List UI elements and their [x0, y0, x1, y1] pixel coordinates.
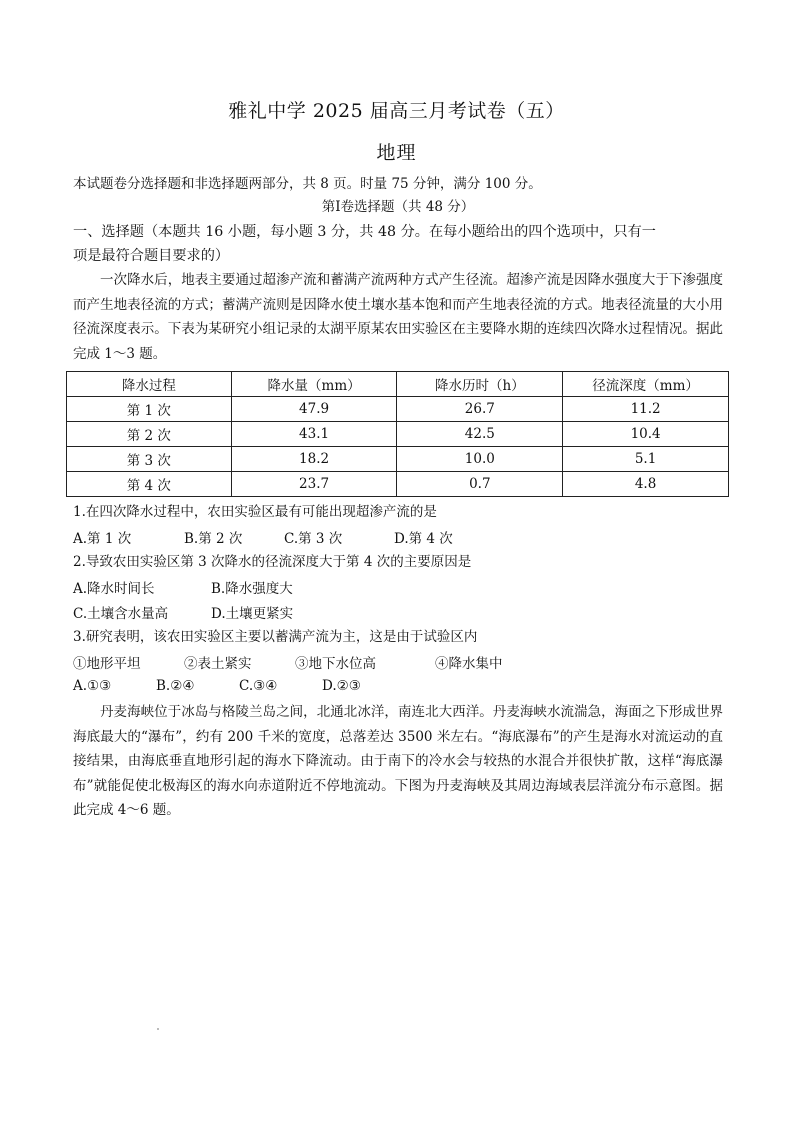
statement-2: ②表土紧实 — [184, 656, 252, 672]
option-a[interactable]: A.降水时间长 — [73, 581, 155, 597]
option-b[interactable]: B.第 2 次 — [184, 531, 243, 547]
passage-runoff: 一次降水后，地表主要通过超渗产流和蓄满产流两种方式产生径流。超渗产流是因降水强度大于下渗强度而产生地表径流的方式；蓄满产流则是因降水使土壤水基本饱和而产生地表径流的方式。地表径流量的大小用径流深度表示。下表为某研究小组记录的太湖平原某农田实验区在主要降水期的连续四次降水过程情况。据此完成 1～3 题。 — [73, 272, 723, 362]
table-cell: 5.1 — [563, 447, 729, 472]
scan-speck — [157, 1028, 159, 1030]
table-row — [67, 472, 729, 497]
section-title: 第Ⅰ卷选择题（共 48 分） — [321, 199, 475, 215]
option-c[interactable]: C.第 3 次 — [284, 531, 343, 547]
table-cell: 42.5 — [397, 422, 563, 447]
table-cell: 10.4 — [563, 422, 729, 447]
part1-heading-line2: 项是最符合题目要求的） — [73, 248, 230, 264]
table-cell: 43.1 — [231, 422, 397, 447]
exam-intro: 本试题卷分选择题和非选择题两部分，共 8 页。时量 75 分钟，满分 100 分。 — [73, 176, 542, 192]
table-row — [67, 447, 729, 472]
question-3-stem: 3.研究表明，该农田实验区主要以蓄满产流为主，这是由于试验区内 — [73, 629, 478, 645]
table-header-cell: 降水量（mm） — [231, 372, 397, 397]
option-d[interactable]: D.第 4 次 — [394, 531, 453, 547]
table-header-cell: 降水过程 — [67, 372, 232, 397]
exam-subject: 地理 — [376, 142, 417, 164]
option-d[interactable]: D.土壤更紧实 — [211, 606, 294, 622]
exam-title: 雅礼中学 2025 届高三月考试卷（五） — [228, 100, 565, 122]
table-cell: 4.8 — [563, 472, 729, 497]
option-c[interactable]: C.土壤含水量高 — [73, 606, 169, 622]
table-cell: 11.2 — [563, 397, 729, 422]
statement-3: ③地下水位高 — [295, 656, 376, 672]
part1-heading-line1: 一、选择题（本题共 16 小题，每小题 3 分，共 48 分。在每小题给出的四个选项中，只有一 — [73, 224, 656, 240]
question-1-stem: 1.在四次降水过程中，农田实验区最有可能出现超渗产流的是 — [73, 504, 437, 520]
table-cell: 18.2 — [231, 447, 397, 472]
table-header-cell: 径流深度（mm） — [563, 372, 729, 397]
passage-denmark-strait: 丹麦海峡位于冰岛与格陵兰岛之间，北通北冰洋，南连北大西洋。丹麦海峡水流湍急，海面之下形成世界海底最大的“瀑布”，约有 200 千米的宽度，总落差达 3500 米左右。“海底瀑布”的产生是海水对流运动的直接结果，由海底垂直地形引起的海水下降流动。由于南下的冷水会与较热的水混合并很快扩散，这样“海底瀑布”就能促使北极海区的海水向赤道附近不停地流动。下图为丹麦海峡及其周边海域表层洋流分布示意图。据此完成 4～6 题。 — [73, 704, 723, 818]
option-a[interactable]: A.①③ — [73, 678, 112, 694]
option-b[interactable]: B.降水强度大 — [211, 581, 293, 597]
rainfall-table — [66, 371, 729, 497]
option-b[interactable]: B.②④ — [156, 678, 195, 694]
statement-4: ④降水集中 — [435, 656, 503, 672]
table-cell: 23.7 — [231, 472, 397, 497]
table-cell: 第 1 次 — [67, 397, 232, 422]
table-header-cell: 降水历时（h） — [397, 372, 563, 397]
table-cell: 第 3 次 — [67, 447, 232, 472]
table-header-row — [67, 372, 729, 397]
table-cell: 10.0 — [397, 447, 563, 472]
table-cell: 0.7 — [397, 472, 563, 497]
option-c[interactable]: C.③④ — [239, 678, 278, 694]
table-cell: 26.7 — [397, 397, 563, 422]
table-cell: 第 4 次 — [67, 472, 232, 497]
table-cell: 第 2 次 — [67, 422, 232, 447]
statement-1: ①地形平坦 — [73, 656, 141, 672]
question-2-stem: 2.导致农田实验区第 3 次降水的径流深度大于第 4 次的主要原因是 — [73, 554, 472, 570]
option-d[interactable]: D.②③ — [322, 678, 361, 694]
option-a[interactable]: A.第 1 次 — [73, 531, 132, 547]
table-row — [67, 422, 729, 447]
table-cell: 47.9 — [231, 397, 397, 422]
table-row — [67, 397, 729, 422]
